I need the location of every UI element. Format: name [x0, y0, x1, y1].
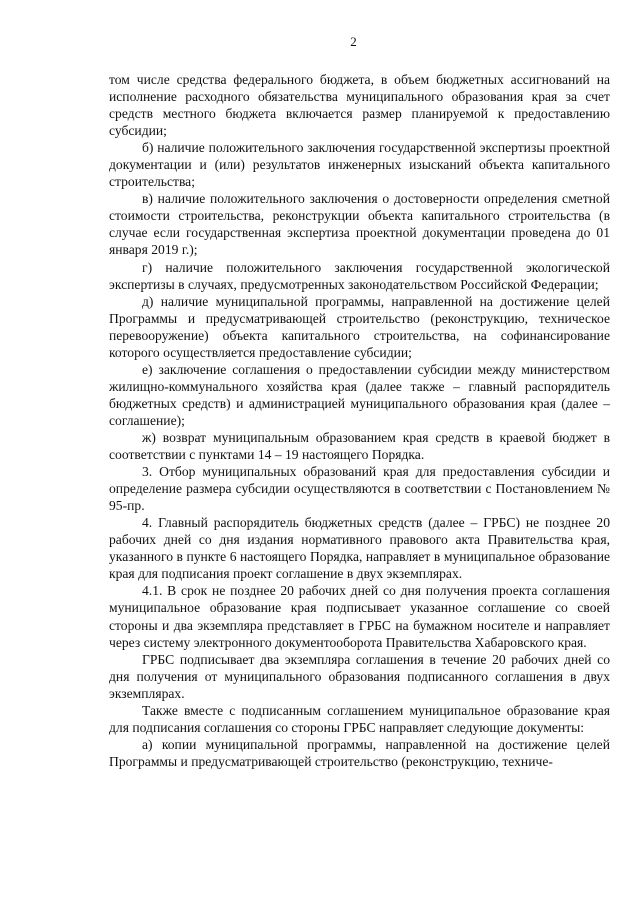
paragraph-section-4: 4. Главный распорядитель бюджетных средств (далее – ГРБС) не позднее 20 рабочих дней со дня издания нормативного правового акта Правительства края, указанного в пункте 6 настоящего Порядка, направляет в муниципальное образование края для подписания проект соглашение в двух экземплярах.	[109, 515, 610, 582]
paragraph-item-e: е) заключение соглашения о предоставлении субсидии между министерством жилищно-коммунального хозяйства края (далее также – главный распорядитель бюджетных средств) и администрацией муниципального образования края (далее – соглашение);	[109, 361, 610, 428]
paragraph-item-d: д) наличие муниципальной программы, направленной на достижение целей Программы и предусматривающей строительство (реконструкцию, техническое перевооружение) объекта капитального строительства, на софинансирование которого осуществляется предоставление субсидии;	[109, 293, 610, 360]
paragraph-item-a-documents: а) копии муниципальной программы, направленной на достижение целей Программы и предусматривающей строительство (реконструкцию, техниче-	[109, 736, 610, 769]
paragraph-item-b: б) наличие положительного заключения государственной экспертизы проектной документации и (или) результатов инженерных изысканий объекта капитального строительства;	[109, 140, 610, 190]
paragraph-section-3: 3. Отбор муниципальных образований края для предоставления субсидии и определение размера субсидии осуществляются в соответствии с Постановлением № 95-пр.	[109, 464, 610, 514]
paragraph-grbs-signing: ГРБС подписывает два экземпляра соглашения в течение 20 рабочих дней со дня получения от муниципального образования подписанного соглашения в двух экземплярах.	[109, 651, 610, 701]
paragraph-item-g: г) наличие положительного заключения государственной экологической экспертизы в случаях, предусмотренных законодательством Российской Федерации;	[109, 259, 610, 292]
paragraph-item-v: в) наличие положительного заключения о достоверности определения сметной стоимости строительства, реконструкции объекта капитального строительства (в случае если государственная экспертиза проектной документации проведена до 01 января 2019 г.);	[109, 191, 610, 258]
paragraph-section-4-1: 4.1. В срок не позднее 20 рабочих дней со дня получения проекта соглашения муниципальное образование края подписывает указанное соглашение со своей стороны и два экземпляра представляет в ГРБС на бумажном носителе и направляет через систему электронного документооборота Правительства Хабаровского края.	[109, 583, 610, 650]
paragraph-item-zh: ж) возврат муниципальным образованием края средств в краевой бюджет в соответствии с пунктами 14 – 19 настоящего Порядка.	[109, 429, 610, 463]
paragraph-documents-intro: Также вместе с подписанным соглашением муниципальное образование края для подписания соглашения со стороны ГРБС направляет следующие документы:	[109, 702, 610, 735]
page-number: 2	[350, 34, 357, 49]
paragraph-continuation: том числе средства федерального бюджета, в объем бюджетных ассигнований на исполнение расходного обязательства муниципального образования края за счет средств местного бюджета включается размер планируемой к предоставлению субсидии;	[109, 72, 610, 139]
